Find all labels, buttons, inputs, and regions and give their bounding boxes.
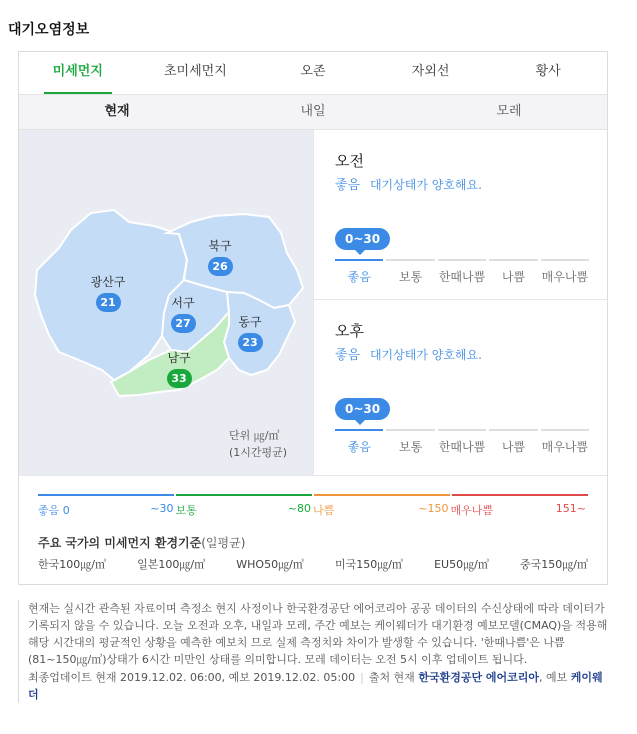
forecast-panel	[313, 130, 607, 475]
district-name: 광산구	[90, 275, 126, 289]
scale-temporary-bad: 한때나쁨	[438, 429, 486, 455]
scale-very-bad: 매우나쁨	[541, 259, 589, 285]
district-value: 27	[171, 314, 196, 333]
tab-ozone[interactable]: 오존	[300, 64, 326, 79]
scale-normal: 보통	[386, 429, 434, 455]
standards-title-text: 주요 국가의 미세먼지 환경기준	[38, 536, 202, 550]
legend-seg-normal	[176, 494, 312, 496]
scale-temporary-bad: 한때나쁨	[438, 259, 486, 285]
unit-note	[229, 427, 287, 461]
grade-description: 대기상태가 양호해요.	[369, 178, 482, 192]
period-title: 오후	[335, 322, 364, 340]
grade-label: 좋음	[335, 178, 361, 193]
grade-label: 좋음	[335, 348, 361, 363]
tab-tomorrow[interactable]: 내일	[300, 104, 326, 119]
legend-seg-good	[38, 494, 174, 496]
tab-ultrafine-dust[interactable]: 초미세먼지	[163, 64, 227, 79]
standards-list	[38, 556, 588, 572]
scale-normal: 보통	[386, 259, 434, 285]
tab-uv[interactable]: 자외선	[411, 64, 450, 79]
district-gwangsan[interactable]	[78, 273, 138, 312]
period-title: 오전	[335, 152, 364, 170]
legend-start: 나쁨	[313, 504, 335, 517]
status-line	[335, 174, 482, 193]
standard-china: 중국150㎍/㎥	[520, 558, 588, 571]
district-nam[interactable]	[149, 349, 209, 388]
forecast-am	[314, 130, 608, 300]
legend-end: ~150	[418, 502, 449, 515]
range-bubble: 0~30	[335, 228, 390, 250]
district-seo[interactable]	[153, 294, 213, 333]
standard-who: WHO50㎍/㎥	[236, 558, 304, 571]
pollutant-tabs	[19, 52, 607, 94]
grade-description: 대기상태가 양호해요.	[369, 348, 482, 362]
forecast-pm	[314, 300, 608, 470]
district-value: 33	[167, 369, 192, 388]
district-value: 21	[96, 293, 121, 312]
legend-seg-bad	[314, 494, 450, 496]
standard-korea: 한국100㎍/㎥	[38, 558, 106, 571]
scale-bad: 나쁨	[489, 259, 537, 285]
scale-bad: 나쁨	[489, 429, 537, 455]
district-name: 동구	[238, 315, 262, 329]
district-name: 북구	[208, 239, 232, 253]
tab-fine-dust[interactable]: 미세먼지	[19, 52, 137, 94]
tab-now[interactable]: 현재	[104, 104, 130, 119]
legend-label-normal	[176, 502, 314, 518]
standard-usa: 미국150㎍/㎥	[334, 558, 403, 571]
average-label: (1시간평균)	[229, 446, 288, 459]
scale-good: 좋음	[335, 259, 383, 285]
legend-seg-very-bad	[452, 494, 588, 496]
standards-title	[38, 534, 245, 551]
district-map	[19, 130, 313, 475]
legend-end: ~80	[287, 502, 311, 515]
legend-start: 매우나쁨	[450, 504, 494, 517]
standards-avg: (일평균)	[201, 536, 246, 550]
legend-label-good	[38, 502, 176, 518]
legend-bar	[38, 494, 588, 496]
tab-day-after[interactable]: 모레	[496, 104, 522, 119]
source-mid: , 예보	[539, 671, 568, 684]
legend-end: 151~	[555, 502, 586, 515]
update-info: 최종업데이트 현재 2019.12.02. 06:00, 예보 2019.12.02. 05:00	[28, 671, 356, 684]
page-title: 대기오염정보	[8, 22, 90, 38]
district-value: 26	[208, 257, 233, 276]
district-name: 남구	[167, 351, 191, 365]
tab-yellow-dust[interactable]: 황사	[535, 64, 561, 79]
grade-scale	[335, 429, 589, 455]
district-buk[interactable]	[190, 237, 250, 276]
notice-box	[18, 600, 608, 703]
notice-body: 현재는 실시간 관측된 자료이며 측정소 현지 사정이나 한국환경공단 에어코리아 공공 데이터의 수신상태에 따라 데이터가 기록되지 않을 수 있습니다. 오늘 오전과 오후, 내일과 모레, 주간 예보는 케이웨더가 대기환경 예보모델(CMAQ)을 적용해 해당 시간대의 평균적인 상황을 예측한 예보치 므로 실제 측정치와 차이가 발생할 수 있습니다. '한때나쁨'은 나쁨(81~150㎍/㎥)상태가 6시간 미만인 상태를 의미합니다. 모레 데이터는 오전 5시 이후 업데이트 됩니다.	[28, 602, 608, 666]
range-bubble: 0~30	[335, 398, 390, 420]
separator: |	[360, 671, 364, 684]
scale-good: 좋음	[335, 429, 383, 455]
day-tabs	[19, 94, 607, 130]
status-line	[335, 344, 482, 363]
legend-labels	[38, 502, 588, 518]
district-name: 서구	[171, 296, 195, 310]
air-quality-card	[18, 51, 608, 585]
standard-eu: EU50㎍/㎥	[434, 558, 489, 571]
legend-label-very-bad	[451, 502, 589, 518]
legend-section	[19, 475, 607, 585]
source-prefix: 출처 현재	[368, 671, 415, 684]
district-dong[interactable]	[220, 313, 280, 352]
scale-very-bad: 매우나쁨	[541, 429, 589, 455]
grade-scale	[335, 259, 589, 285]
standard-japan: 일본100㎍/㎥	[137, 558, 206, 571]
legend-label-bad	[313, 502, 451, 518]
legend-start: 보통	[175, 504, 197, 517]
unit-label: 단위 ㎍/㎥	[229, 429, 280, 442]
legend-start: 좋음 0	[38, 504, 70, 517]
district-value: 23	[238, 333, 263, 352]
notice-footer	[28, 669, 608, 703]
legend-end: ~30	[150, 502, 174, 515]
source-kweather-link[interactable]: 케이웨더	[28, 671, 603, 701]
source-airkorea-link[interactable]: 한국환경공단 에어코리아	[418, 671, 540, 684]
